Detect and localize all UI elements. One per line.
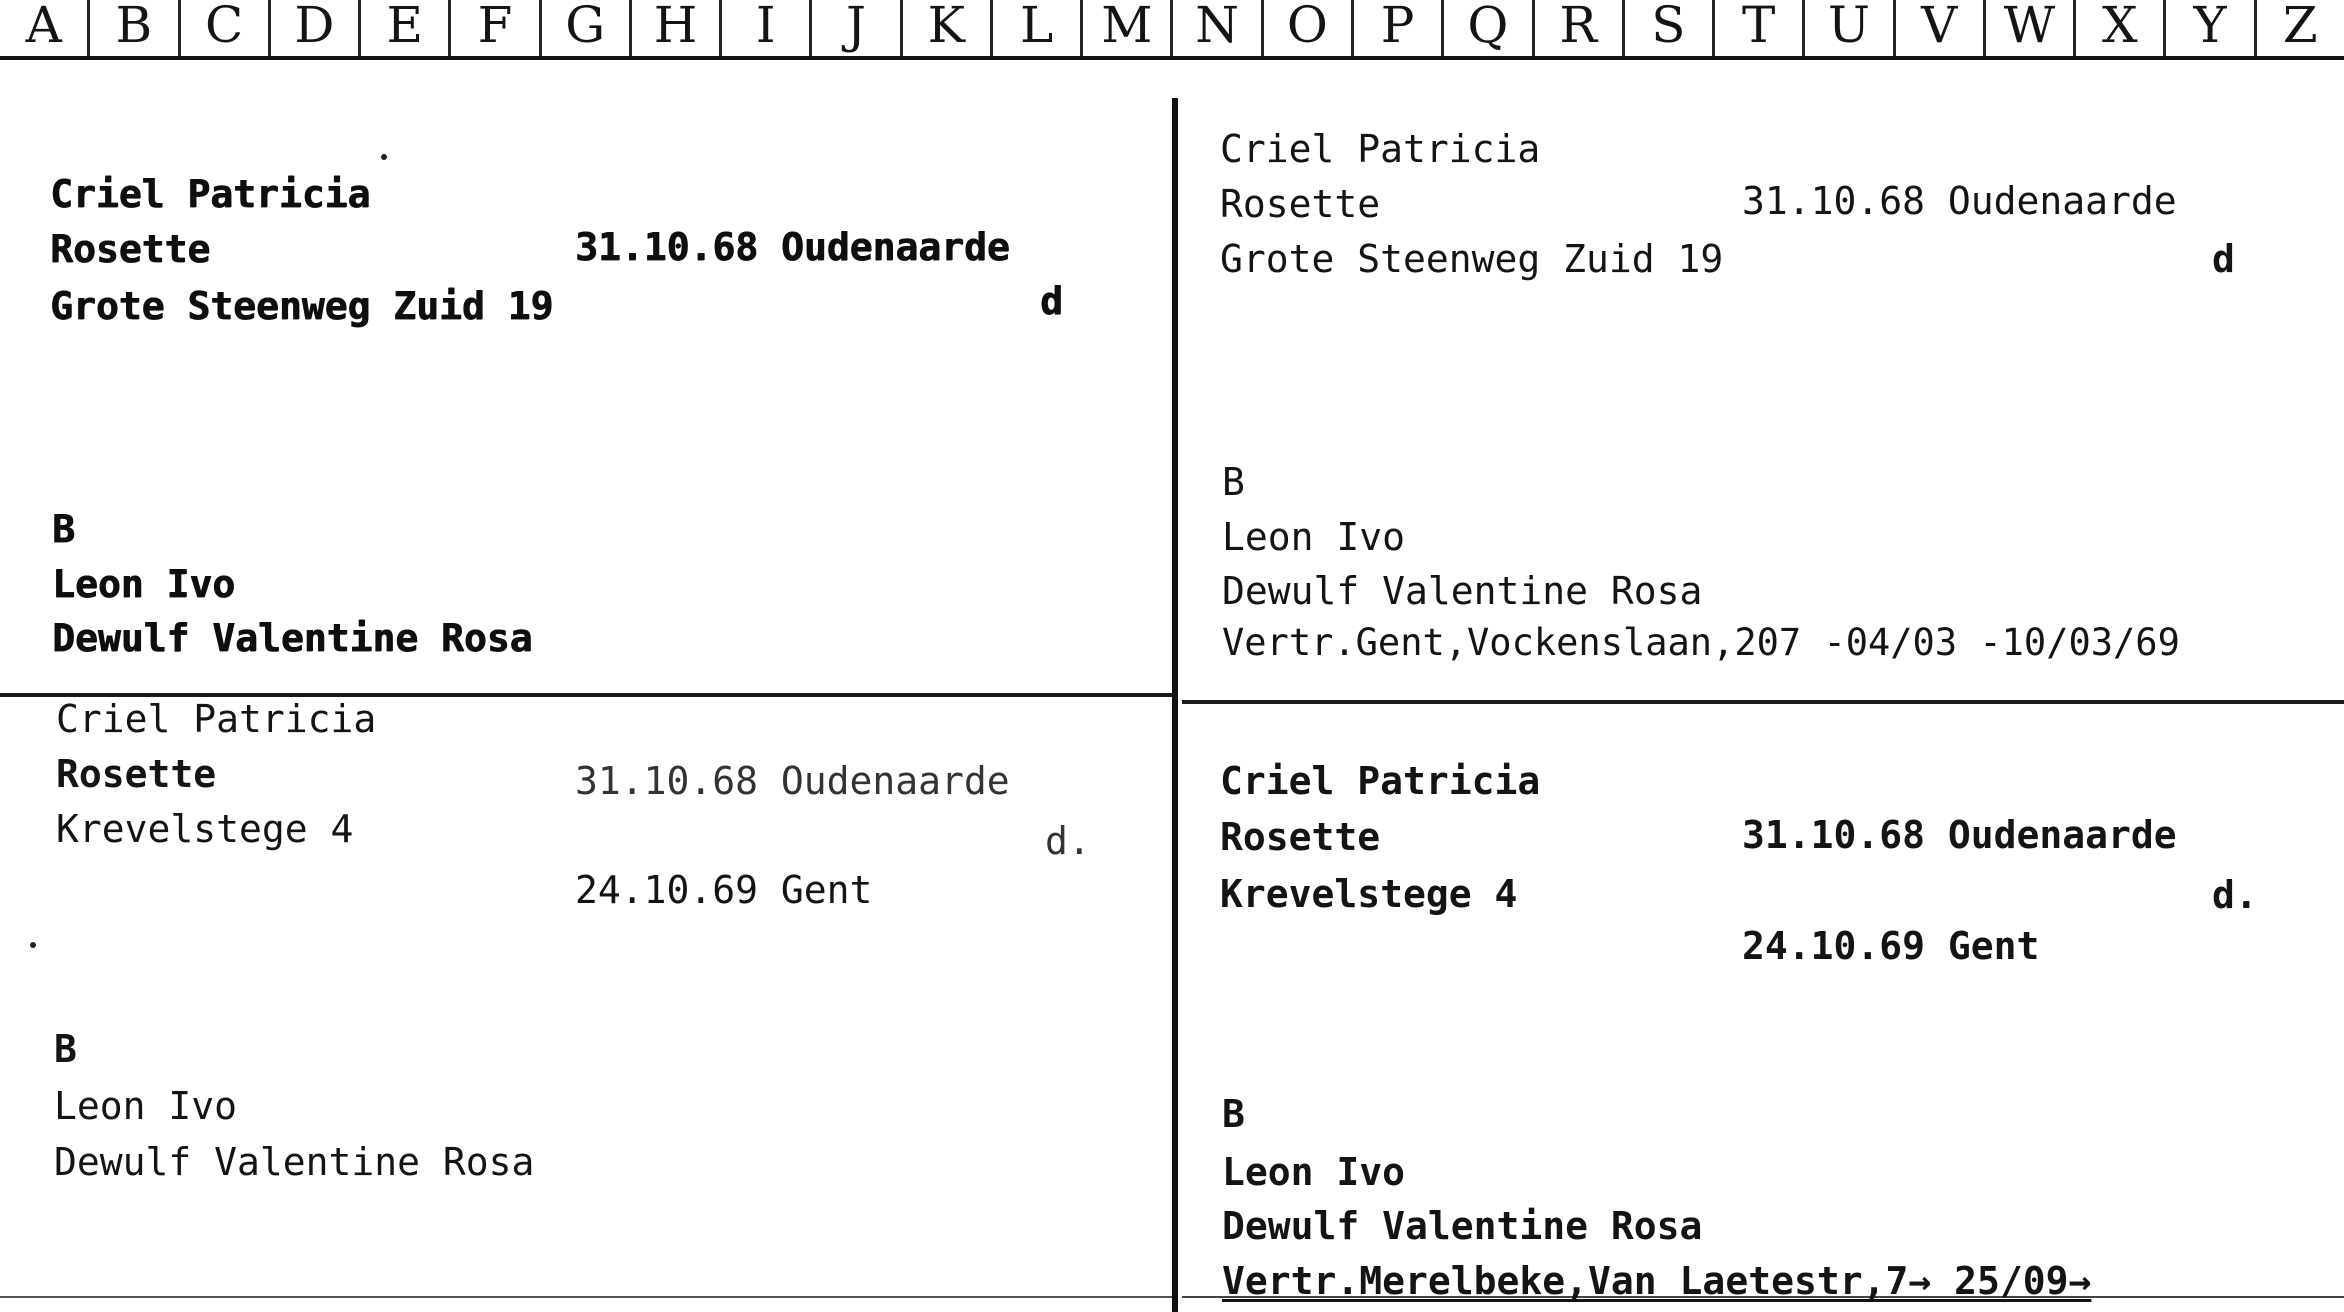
card-name: Criel Patricia xyxy=(50,172,371,216)
card-mother: Dewulf Valentine Rosa xyxy=(1222,1204,1703,1248)
card-moved: 24.10.69 Gent xyxy=(575,868,873,912)
card-status: d xyxy=(1040,279,1063,323)
horizontal-divider-right xyxy=(1182,700,2344,704)
card-transfer-note: Vertr.Merelbeke,Van Laetestr,7→ 25/09→ xyxy=(1222,1259,2092,1303)
card-mother: Dewulf Valentine Rosa xyxy=(54,1140,535,1184)
card-birth: 31.10.68 Oudenaarde xyxy=(575,759,1010,803)
card-moved: 24.10.69 Gent xyxy=(1742,924,2040,968)
letter-tab[interactable]: F xyxy=(451,0,541,56)
card-given-name: Rosette xyxy=(1220,815,1381,859)
card-given-name: Rosette xyxy=(50,227,211,271)
letter-tab[interactable]: C xyxy=(181,0,271,56)
letter-tab[interactable]: M xyxy=(1083,0,1173,56)
letter-tab[interactable]: U xyxy=(1805,0,1895,56)
letter-tab[interactable]: D xyxy=(271,0,361,56)
card-father: Leon Ivo xyxy=(1222,1150,1406,1194)
card-birth: 31.10.68 Oudenaarde xyxy=(575,225,1010,269)
letter-tab[interactable]: Q xyxy=(1444,0,1534,56)
ink-speck xyxy=(381,154,387,160)
card-name: Criel Patricia xyxy=(1220,759,1541,803)
letter-tab[interactable]: Z xyxy=(2282,0,2318,54)
alphabet-index xyxy=(0,0,2344,60)
card-status: d. xyxy=(2212,873,2258,917)
card-address: Grote Steenweg Zuid 19 xyxy=(1220,237,1724,281)
bottom-edge-left xyxy=(0,1296,1172,1298)
card-transfer-note: Vertr.Gent,Vockenslaan,207 -04/03 -10/03/69 xyxy=(1222,621,2180,664)
letter-tab[interactable]: B xyxy=(90,0,180,56)
card-address: Krevelstege 4 xyxy=(56,807,354,851)
card-name: Criel Patricia xyxy=(1220,127,1541,171)
card-birth: 31.10.68 Oudenaarde xyxy=(1742,179,2177,223)
letter-tab[interactable]: I xyxy=(722,0,812,56)
letter-tab[interactable]: R xyxy=(1535,0,1625,56)
letter-tab[interactable]: H xyxy=(632,0,722,56)
letter-tab[interactable]: G xyxy=(542,0,632,56)
vertical-divider xyxy=(1172,98,1178,1312)
card-given-name: Rosette xyxy=(56,752,217,796)
letter-tab[interactable]: P xyxy=(1354,0,1444,56)
letter-tab[interactable]: K xyxy=(903,0,993,56)
card-father: Leon Ivo xyxy=(54,1084,238,1128)
letter-tab[interactable]: J xyxy=(812,0,902,56)
letter-tab[interactable]: Y xyxy=(2166,0,2256,56)
card-address: Grote Steenweg Zuid 19 xyxy=(50,284,554,328)
letter-tab[interactable]: N xyxy=(1173,0,1263,56)
letter-tab[interactable]: E xyxy=(361,0,451,56)
letter-tab[interactable]: L xyxy=(993,0,1083,56)
letter-tab[interactable]: X xyxy=(2076,0,2166,56)
letter-tab[interactable]: W xyxy=(1986,0,2076,56)
ink-speck xyxy=(30,942,36,948)
card-status: d xyxy=(2212,237,2235,281)
card-marker: B xyxy=(1222,1092,1245,1136)
card-given-name: Rosette xyxy=(1220,182,1381,226)
card-name: Criel Patricia xyxy=(56,697,377,741)
card-father: Leon Ivo xyxy=(1222,515,1406,559)
card-mother: Dewulf Valentine Rosa xyxy=(52,616,533,660)
letter-tab[interactable]: V xyxy=(1896,0,1986,56)
card-father: Leon Ivo xyxy=(52,562,236,606)
card-marker: B xyxy=(52,507,75,551)
card-birth: 31.10.68 Oudenaarde xyxy=(1742,813,2177,857)
letter-tab[interactable]: S xyxy=(1625,0,1715,56)
letter-tab[interactable]: T xyxy=(1715,0,1805,56)
card-marker: B xyxy=(1222,460,1245,504)
card-mother: Dewulf Valentine Rosa xyxy=(1222,569,1703,613)
card-marker: B xyxy=(54,1027,77,1071)
card-status: d. xyxy=(1045,819,1091,863)
letter-tab[interactable]: A xyxy=(0,0,90,56)
card-address: Krevelstege 4 xyxy=(1220,872,1518,916)
letter-tab[interactable]: O xyxy=(1264,0,1354,56)
